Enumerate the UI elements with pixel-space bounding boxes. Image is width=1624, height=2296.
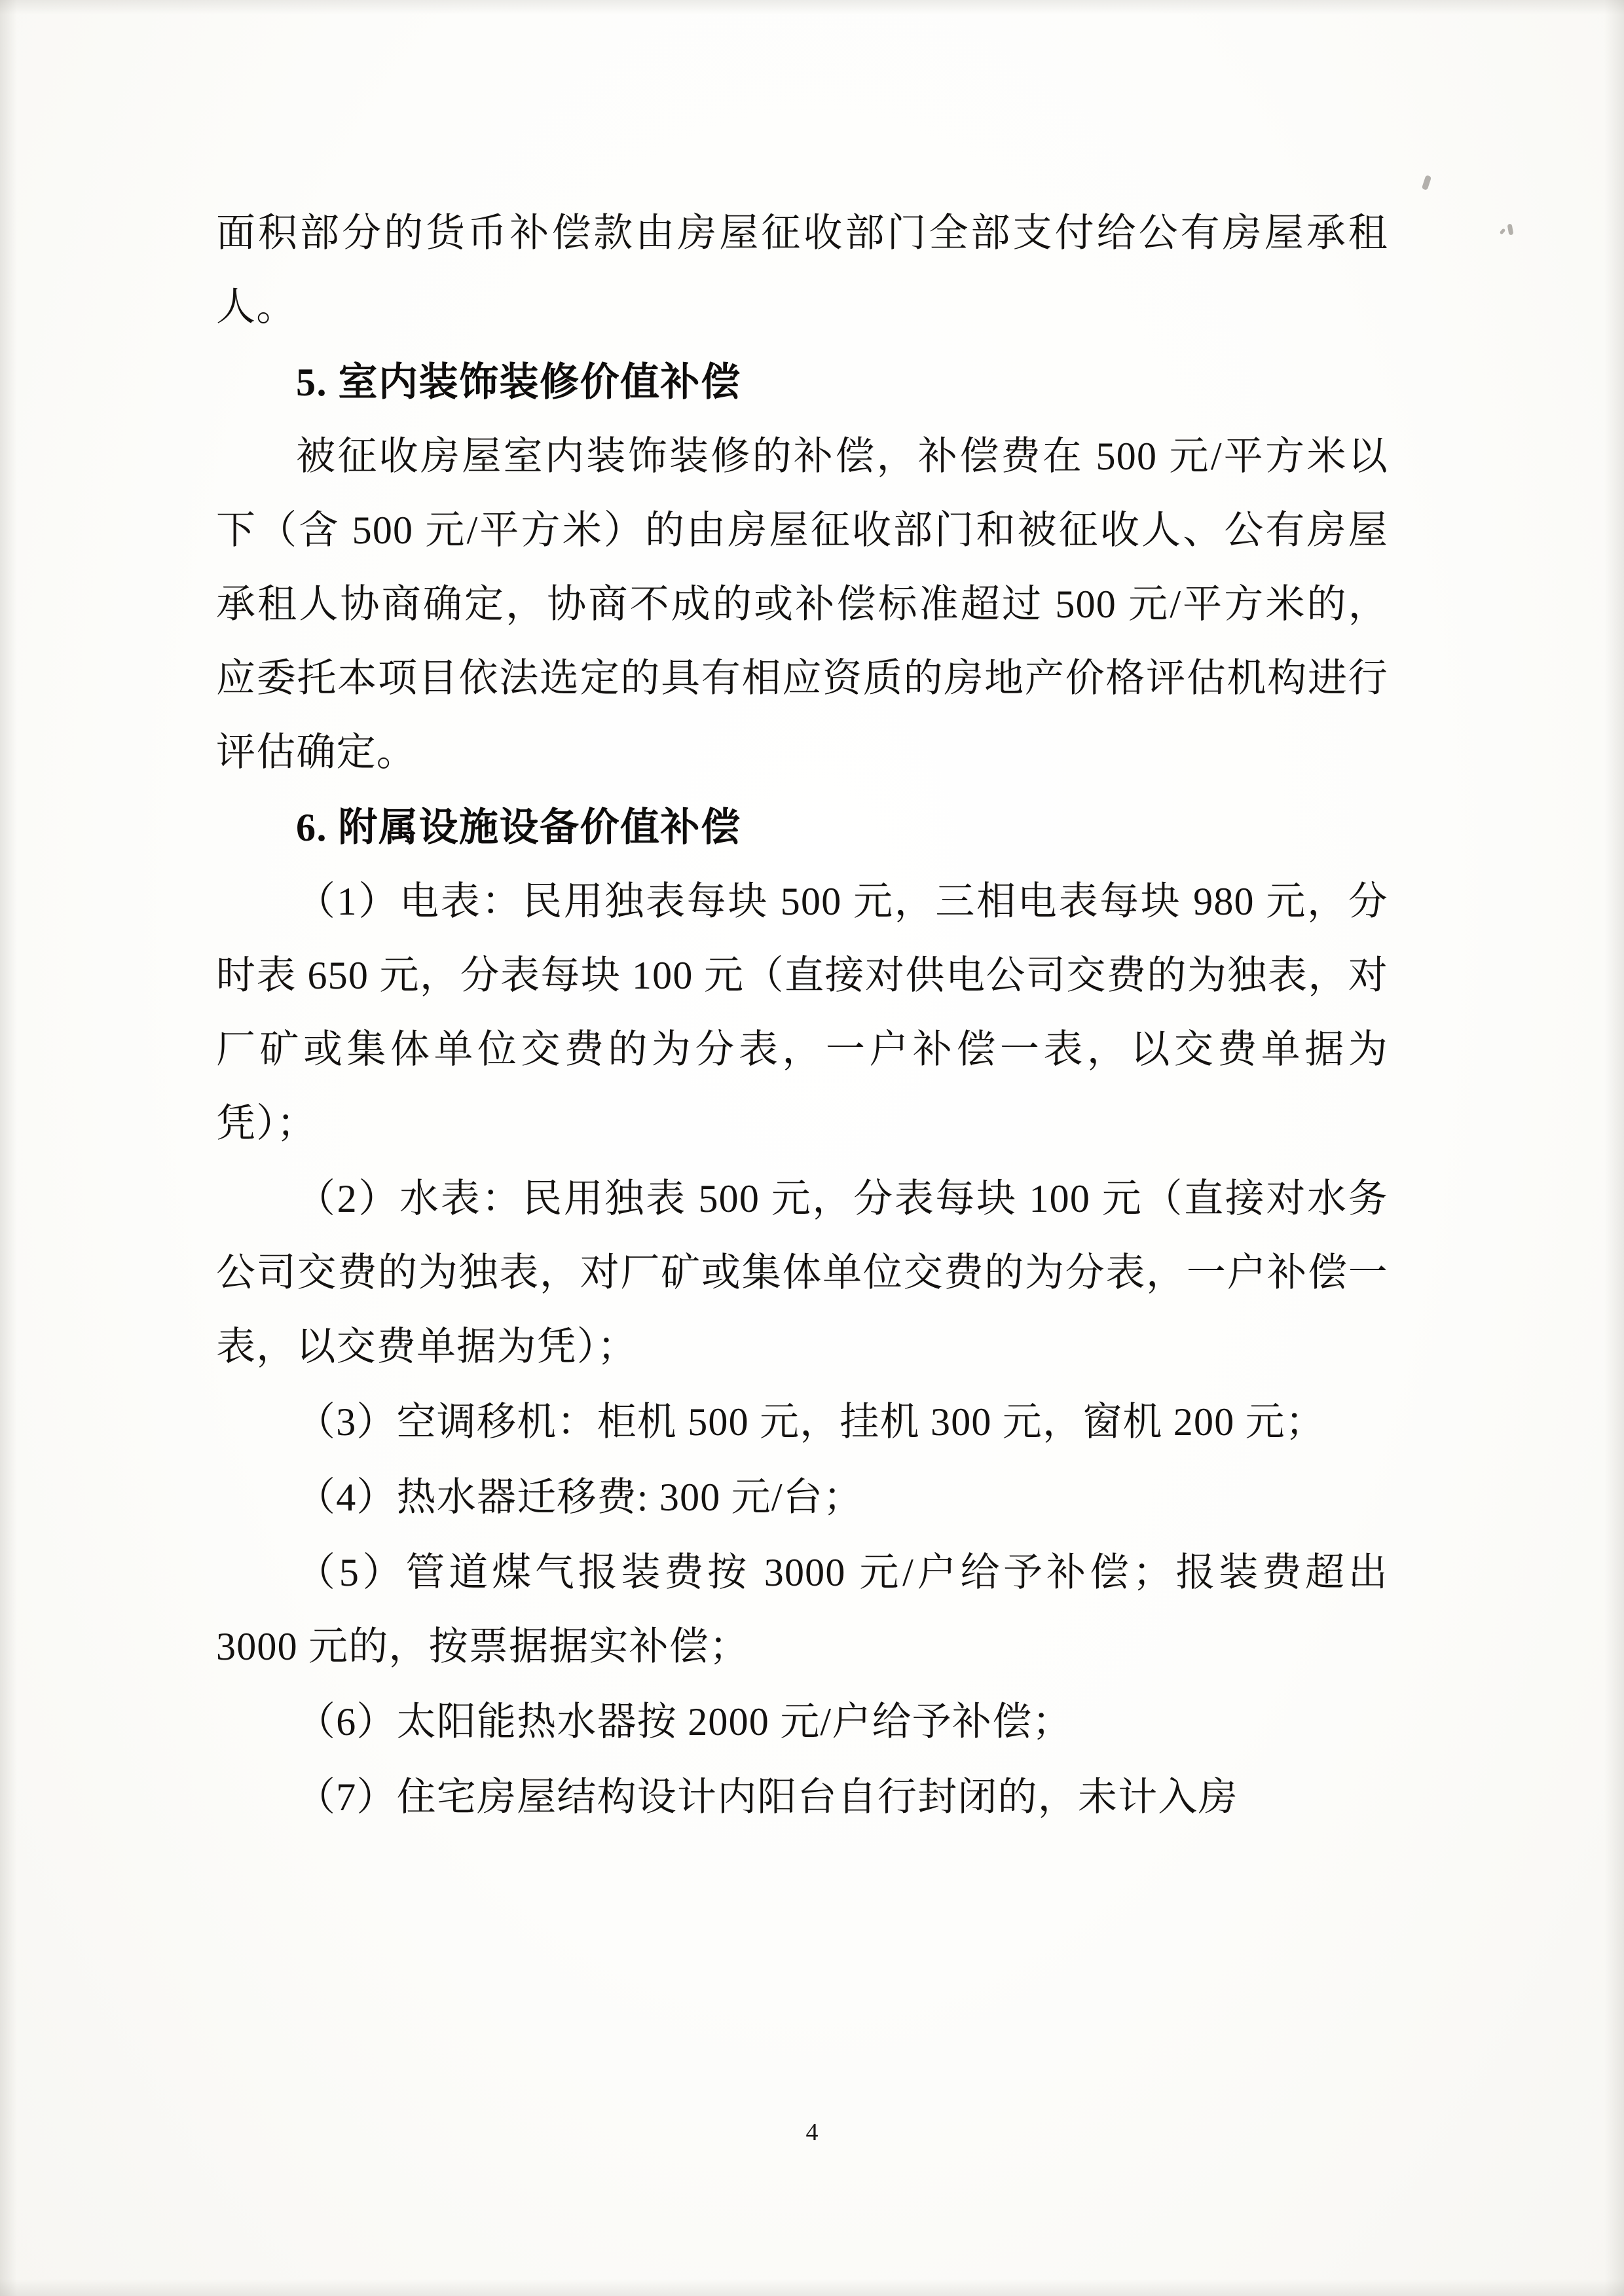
- document-body: [216, 196, 1388, 1836]
- scan-edge-right: [1604, 0, 1624, 2296]
- scan-edge-top: [0, 0, 1624, 14]
- scan-speck-icon: [1500, 228, 1506, 234]
- paragraph-item-5-gas-installation-fee: （5）管道煤气报装费按 3000 元/户给予补偿；报装费超出 3000 元的，按票据据实补偿；: [216, 1551, 1388, 1668]
- heading-6-ancillary-facility-compensation: 6. 附属设施设备价值补偿: [296, 806, 741, 849]
- paragraph-item-1-electricity-meter: （1）电表：民用独表每块 500 元，三相电表每块 980 元，分时表 650 元，分表每块 100 元（直接对供电公司交费的为独表，对厂矿或集体单位交费的为分表，一户补偿一表，以交费单据为凭）；: [216, 880, 1388, 1145]
- scan-speck-icon: [1507, 224, 1514, 236]
- paragraph-continued-monetary-compensation: 面积部分的货币补偿款由房屋征收部门全部支付给公有房屋承租人。: [216, 211, 1388, 329]
- paragraph-item-2-water-meter: （2）水表：民用独表 500 元，分表每块 100 元（直接对水务公司交费的为独表，对厂矿或集体单位交费的为分表，一户补偿一表，以交费单据为凭）；: [216, 1177, 1388, 1368]
- paragraph-interior-decoration-compensation: 被征收房屋室内装饰装修的补偿，补偿费在 500 元/平方米以下（含 500 元/平方米）的由房屋征收部门和被征收人、公有房屋承租人协商确定，协商不成的或补偿标准超过 500 元/平方米的，应委托本项目依法选定的具有相应资质的房地产价格评估机构进行评估确定。: [216, 435, 1388, 774]
- page-number: 4: [805, 2119, 819, 2146]
- scan-edge-bottom: [0, 2279, 1624, 2296]
- scan-edge-left: [0, 0, 17, 2296]
- scan-speck-icon: [1422, 175, 1431, 191]
- paragraph-item-6-solar-water-heater: （6）太阳能热水器按 2000 元/户给予补偿；: [296, 1700, 1073, 1743]
- paragraph-item-3-air-conditioner-relocation: （3）空调移机：柜机 500 元，挂机 300 元，窗机 200 元；: [296, 1400, 1325, 1444]
- heading-5-interior-decoration-compensation: 5. 室内装饰装修价值补偿: [296, 361, 741, 404]
- paragraph-item-4-water-heater-relocation: （4）热水器迁移费: 300 元/台；: [296, 1476, 864, 1519]
- paragraph-item-7-enclosed-balcony: （7）住宅房屋结构设计内阳台自行封闭的，未计入房: [296, 1776, 1238, 1819]
